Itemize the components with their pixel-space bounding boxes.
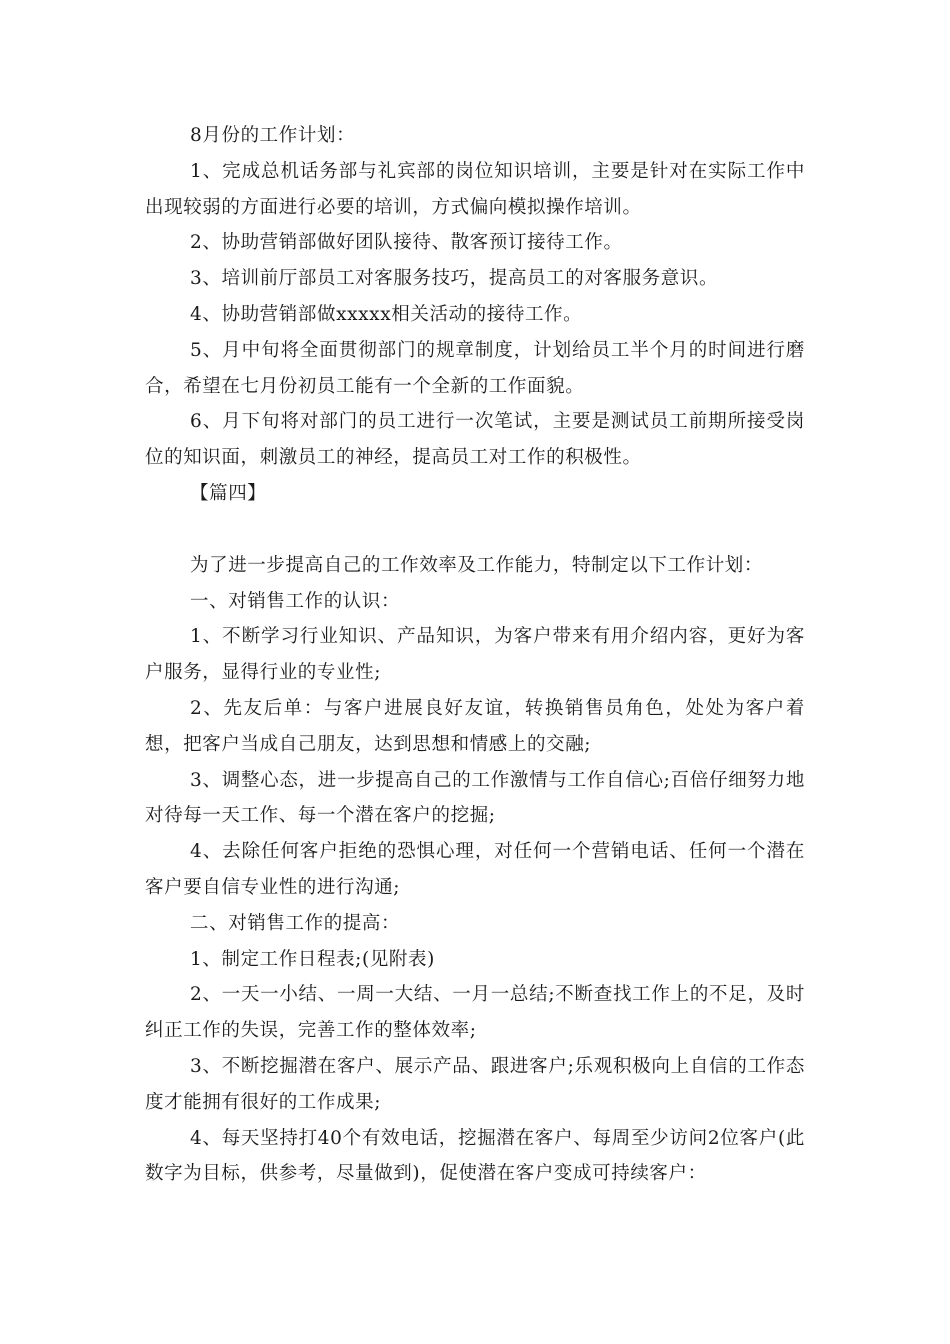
document-body	[145, 118, 805, 1192]
intro-paragraph: 为了进一步提高自己的工作效率及工作能力，特制定以下工作计划：	[190, 554, 764, 576]
list-item: 4、去除任何客户拒绝的恐惧心理，对任何一个营销电话、任何一个潜在客户要自信专业性的进行沟通;	[145, 841, 805, 898]
list-item: 2、协助营销部做好团队接待、散客预订接待工作。	[190, 232, 623, 254]
list-item: 3、不断挖掘潜在客户、展示产品、跟进客户;乐观积极向上自信的工作态度才能拥有很好的工作成果;	[145, 1055, 805, 1113]
list-item: 3、调整心态，进一步提高自己的工作激情与工作自信心;百倍仔细努力地对待每一天工作、每一个潜在客户的挖掘;	[145, 769, 805, 827]
list-item: 2、一天一小结、一周一大结、一月一总结;不断查找工作上的不足，及时纠正工作的失误，完善工作的整体效率;	[145, 984, 805, 1042]
chapter-title: 【篇四】	[190, 482, 267, 504]
section-heading: 8月份的工作计划：	[190, 125, 356, 146]
list-item: 4、协助营销部做xxxxx相关活动的接待工作。	[190, 303, 583, 325]
list-item: 1、不断学习行业知识、产品知识，为客户带来有用介绍内容，更好为客户服务，显得行业的专业性;	[145, 626, 805, 684]
spacer	[145, 512, 805, 548]
subsection-heading: 一、对销售工作的认识：	[190, 590, 401, 612]
list-item: 1、制定工作日程表;(见附表)	[190, 948, 435, 970]
list-item: 4、每天坚持打40个有效电话，挖掘潜在客户、每周至少访问2位客户(此数字为目标，供参考，尽量做到)，促使潜在客户变成可持续客户：	[145, 1127, 805, 1185]
list-item: 2、先友后单：与客户进展良好友谊，转换销售员角色，处处为客户着想，把客户当成自己朋友，达到思想和情感上的交融;	[145, 697, 805, 755]
subsection-heading: 二、对销售工作的提高：	[190, 912, 401, 934]
list-item: 3、培训前厅部员工对客服务技巧，提高员工的对客服务意识。	[190, 268, 719, 290]
list-item: 5、月中旬将全面贯彻部门的规章制度，计划给员工半个月的时间进行磨合，希望在七月份初员工能有一个全新的工作面貌。	[145, 339, 805, 397]
list-item: 1、完成总机话务部与礼宾部的岗位知识培训，主要是针对在实际工作中出现较弱的方面进行必要的培训，方式偏向模拟操作培训。	[145, 160, 805, 218]
list-item: 6、月下旬将对部门的员工进行一次笔试，主要是测试员工前期所接受岗位的知识面，刺激员工的神经，提高员工对工作的积极性。	[145, 411, 805, 469]
